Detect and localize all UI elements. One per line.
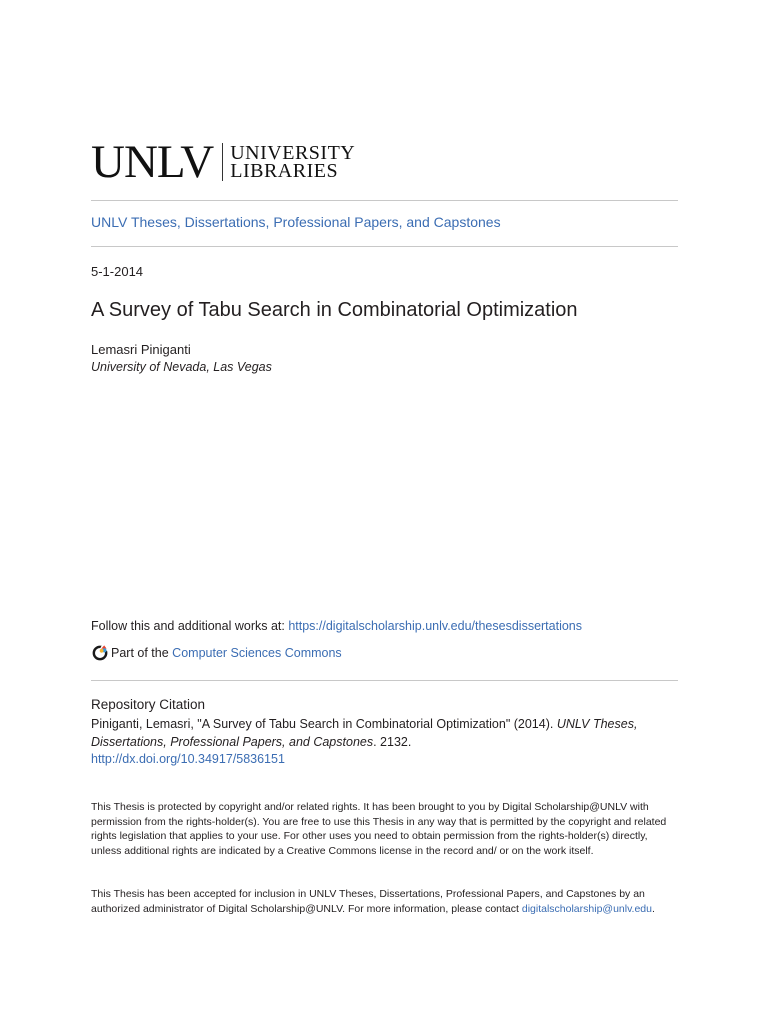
computer-sciences-commons-link[interactable]: Computer Sciences Commons — [172, 646, 342, 660]
document-title: A Survey of Tabu Search in Combinatorial Optimization — [91, 299, 578, 321]
inclusion-text: This Thesis has been accepted for inclusion in UNLV Theses, Dissertations, Professional Papers, and Capstones by an authorized administrator of Digital Scholarship@UNLV. For more information, please contact — [91, 888, 645, 915]
collection-rule — [91, 246, 678, 247]
creative-commons-icon — [91, 644, 109, 662]
doi-link[interactable]: http://dx.doi.org/10.34917/5836151 — [91, 752, 285, 766]
copyright-notice: This Thesis is protected by copyright and/or related rights. It has been brought to you by Digital Scholarship@UNLV with permission from the rights-holder(s). You are free to use this Thesis in any way that is permitted by the copyright and related rights legislation that applies to your use. For other uses you need to obtain permission from the rights-holder(s) directly, unless additional rights are indicated by a Creative Commons license in the record and/ or on the work itself. — [91, 801, 667, 857]
logo-mark: UNLV — [91, 136, 214, 188]
collection-url-link[interactable]: https://digitalscholarship.unlv.edu/thesesdissertations — [288, 619, 583, 633]
logo-text — [230, 144, 355, 180]
logo-divider — [222, 143, 223, 181]
part-of-line — [91, 644, 342, 662]
part-of-prefix: Part of the — [111, 646, 169, 660]
follow-prefix: Follow this and additional works at: — [91, 619, 289, 633]
logo-line2: LIBRARIES — [230, 160, 339, 182]
repository-citation — [91, 716, 671, 769]
collection-link[interactable]: UNLV Theses, Dissertations, Professional Papers, and Capstones — [91, 214, 501, 230]
inclusion-end: . — [651, 902, 655, 915]
repository-citation-heading: Repository Citation — [91, 697, 206, 712]
citation-text: Piniganti, Lemasri, "A Survey of Tabu Search in Combinatorial Optimization" (2014). — [91, 717, 557, 731]
publication-date: 5-1-2014 — [91, 264, 144, 279]
citation-series: UNLV Theses, Dissertations, Professional Papers, and Capstones — [91, 717, 638, 749]
unlv-libraries-logo — [91, 138, 355, 186]
follow-line — [91, 619, 582, 633]
logo-line1: UNIVERSITY — [230, 142, 356, 164]
citation-number: . 2132. — [373, 734, 412, 749]
top-rule — [91, 200, 678, 201]
inclusion-notice — [91, 887, 676, 916]
author-name: Lemasri Piniganti — [91, 342, 191, 357]
contact-email-link[interactable]: digitalscholarship@unlv.edu — [521, 902, 652, 915]
author-affiliation: University of Nevada, Las Vegas — [91, 360, 272, 374]
citation-rule — [91, 680, 678, 681]
